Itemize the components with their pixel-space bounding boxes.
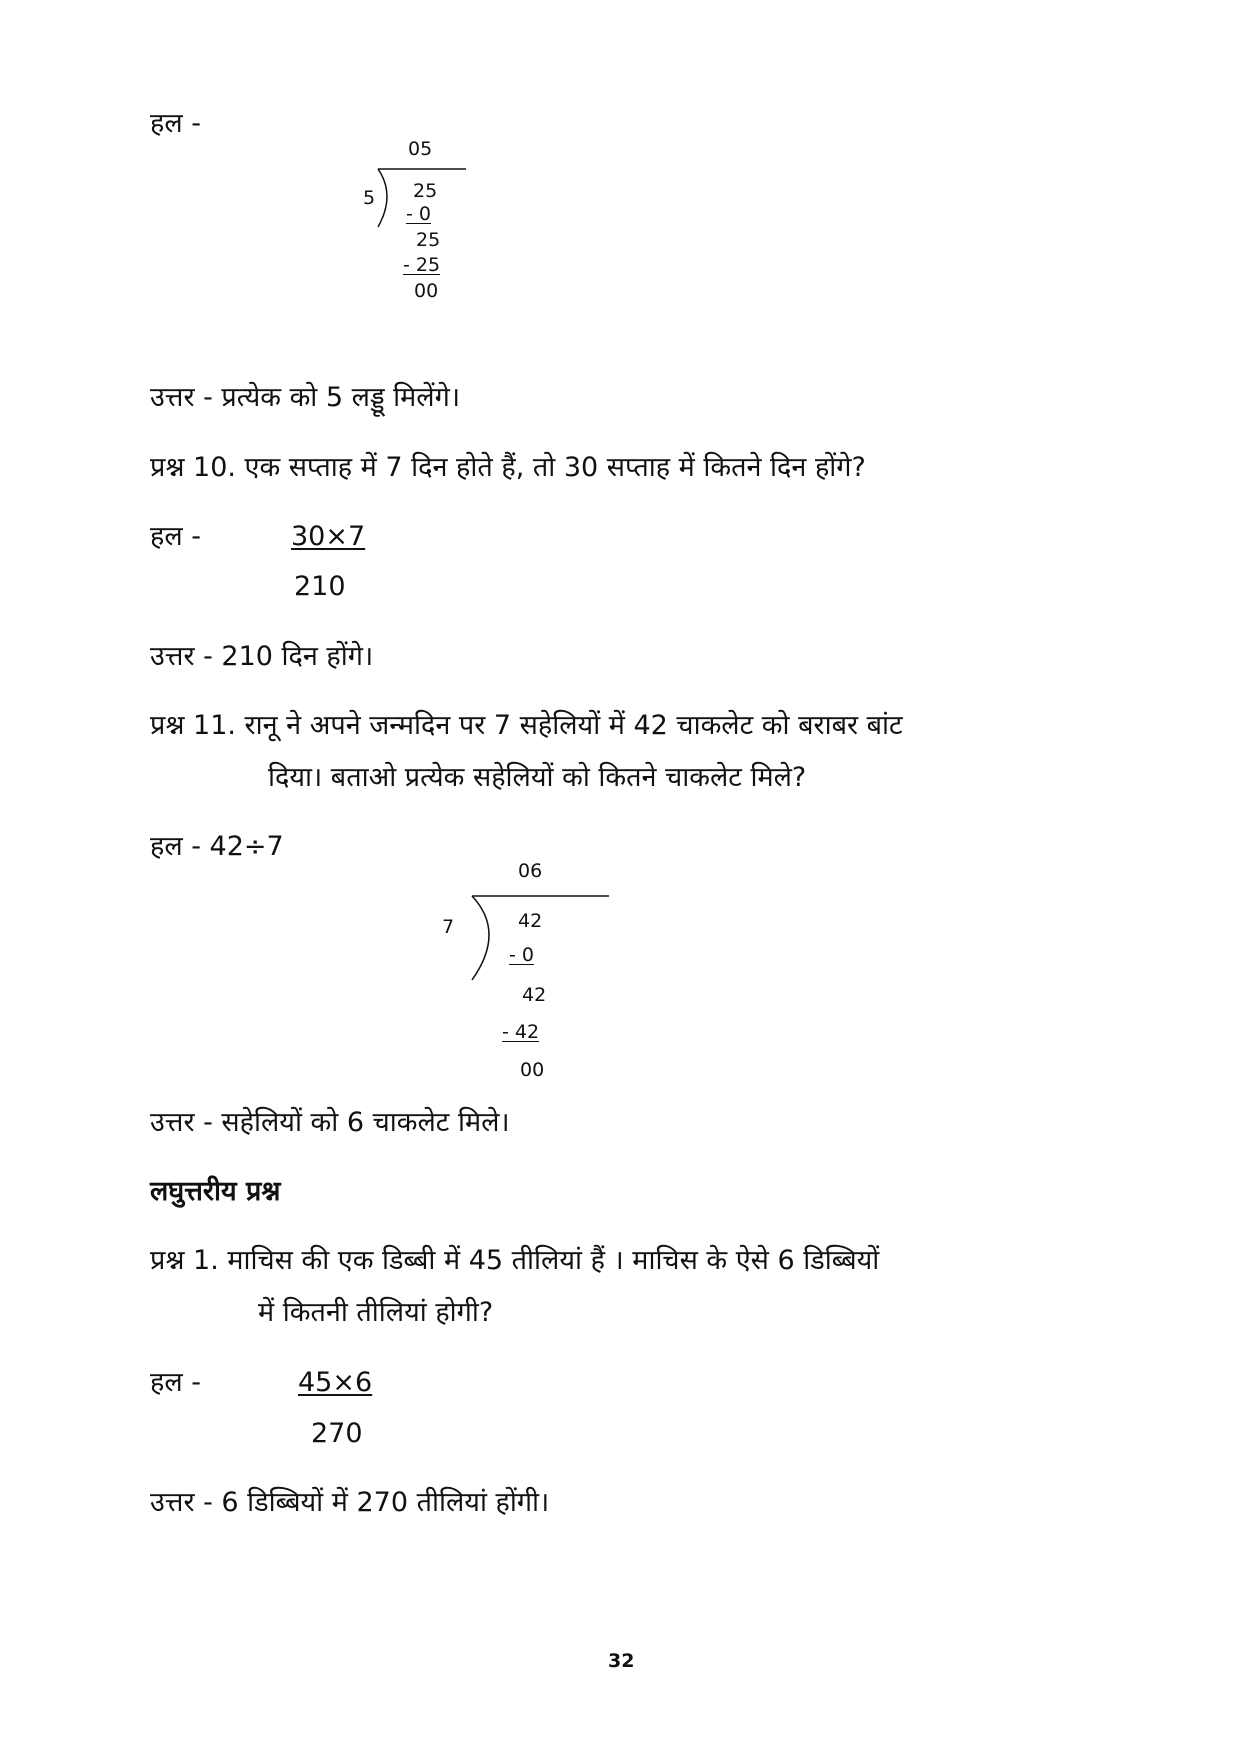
q11-remainder-1: 42 [522,984,547,1006]
q9-dividend: 25 [413,180,438,202]
q9-remainder-2: 00 [414,280,439,302]
q10-expression: 30×7 [291,521,366,552]
q9-divisor: 5 [363,187,376,209]
q11-divisor: 7 [442,916,455,938]
q11-subtract-2: - 42 [502,1021,540,1043]
q11-solution-label: हल - 42÷7 [150,831,284,862]
q11-question-line-1: प्रश्न 11. रानू ने अपने जन्मदिन पर 7 सहेलियों में 42 चाकलेट को बराबर बांट [150,710,903,741]
q11-subtract-1: - 0 [509,944,534,966]
sq1-result: 270 [311,1418,363,1449]
q11-dividend: 42 [518,910,543,932]
q10-result: 210 [294,571,346,602]
q11-division-bracket [468,892,613,986]
q9-answer: उत्तर - प्रत्येक को 5 लड्डू मिलेंगे। [150,382,461,413]
q10-answer: उत्तर - 210 दिन होंगे। [150,641,374,672]
sq1-solution-label: हल - [150,1367,201,1398]
q11-remainder-2: 00 [520,1059,545,1081]
q10-question: प्रश्न 10. एक सप्ताह में 7 दिन होते हैं, तो 30 सप्ताह में कितने दिन होंगे? [150,452,866,483]
q9-remainder-1: 25 [416,229,441,251]
page-number: 32 [608,1650,635,1672]
sq1-question-line-2: में कितनी तीलियां होगी? [258,1297,494,1328]
q11-answer: उत्तर - सहेलियों को 6 चाकलेट मिले। [150,1107,510,1138]
section-heading: लघुत्तरीय प्रश्न [150,1176,281,1207]
q9-subtract-2: - 25 [403,254,441,276]
sq1-question-line-1: प्रश्न 1. माचिस की एक डिब्बी में 45 तीलियां हैं । माचिस के ऐसे 6 डिब्बियों [150,1245,880,1276]
q11-question-line-2: दिया। बताओ प्रत्येक सहेलियों को कितने चाकलेट मिले? [268,762,807,793]
sq1-expression: 45×6 [298,1367,373,1398]
sq1-answer: उत्तर - 6 डिब्बियों में 270 तीलियां होंगी। [150,1487,550,1518]
q9-subtract-1: - 0 [406,203,431,225]
q9-solution-label: हल - [150,108,201,139]
q9-quotient: 05 [408,138,433,160]
q11-quotient: 06 [518,860,543,882]
q10-solution-label: हल - [150,521,201,552]
